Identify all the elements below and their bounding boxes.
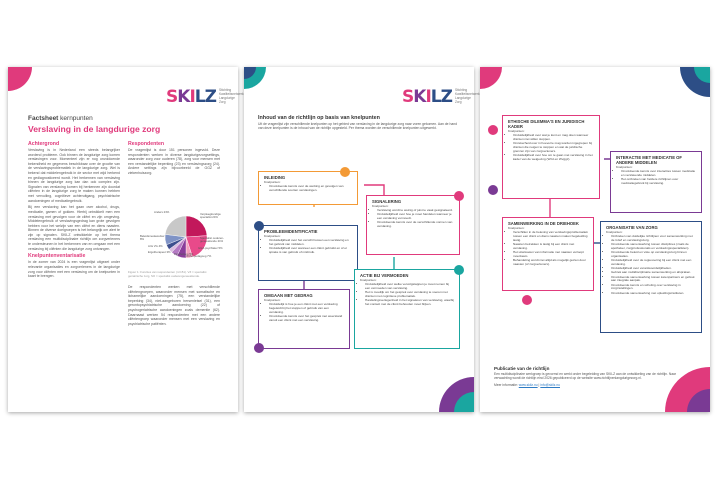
heading-respondents: Respondenten bbox=[128, 141, 165, 147]
box-knelpunten-label: Knelpunten: bbox=[372, 204, 389, 208]
right-column-bottom bbox=[128, 285, 220, 329]
respondents-paragraph: De vragenlijst is door 151 personen ingevuld. Deze respondenten werken in diverse langdurigezorgsettings, waaronder zorg voor ouderen (78), zorg voor mensen met een verstandelijke beperking (23) en verslavingszorg (24). Andere settings zijn bijvoorbeeld de GGZ of ziekenhuiszorg. bbox=[128, 148, 220, 175]
box-knelpunten-label: Knelpunten: bbox=[264, 298, 281, 302]
box-interactie-medicatie bbox=[610, 151, 702, 213]
box-item: • Onvoldoende samenwerking tussen disciplines (zoals de apotheker, zorgprofessionals en verslavingsspecialisten). bbox=[611, 243, 696, 251]
scales-icon bbox=[488, 125, 498, 135]
box-knelpunten-label: Knelpunten: bbox=[606, 230, 623, 234]
box-title: INLEIDING bbox=[264, 175, 286, 180]
logo-subtitle: Stichting Kwaliteitsnetwerk Langdurige Zorg bbox=[218, 88, 244, 104]
pie-label-7: Beleidsmedewerker 8% bbox=[140, 234, 165, 242]
box-knelpunten-label: Knelpunten: bbox=[616, 165, 633, 169]
pie-label-3: Ortho-pedagoog 7% bbox=[186, 254, 212, 258]
box-item: • Handelingsverlegenheid in het signaleren van verslaving, waarbij het contact met de cliënt behouden moet blijven. bbox=[365, 299, 454, 307]
lightbulb-icon bbox=[340, 167, 350, 177]
box-title: INTERACTIE MET MEDICATIE OF ANDERE MIDDELEN bbox=[616, 155, 682, 165]
box-omgaan-met-gedrag bbox=[258, 289, 350, 349]
box-item: • Behandeling wordt niet altijd als mogelijk gezien door naasten (of zorgverleners). bbox=[513, 259, 588, 267]
publication-title: Publicatie van de richtlijn bbox=[494, 366, 550, 371]
pie-label-1: Specialist ouderen-geneeskunde 21% bbox=[200, 236, 224, 244]
content-intro: Uit de vragenlijst zijn verschillende knelpunten op het gebied van verslaving in de langdurige zorg naar voren gekomen. Aan de hand van deze knelpunten is de inhoud van de richtlijn opgesteld. Per thema worden de verschillende knelpunten uitgewerkt. bbox=[258, 122, 458, 131]
logo-mark: SKILZ bbox=[166, 87, 216, 107]
figure-caption: Figuur 1: Functies van respondenten (n=151). VZ = specialist geriatrische zorg, SO = specialist ouderengeneeskunde. bbox=[128, 270, 207, 278]
box-item: • Onvoldoende beleid en visie op verslavingszorg binnen organisaties. bbox=[611, 251, 696, 259]
left-column bbox=[28, 139, 120, 281]
box-item: • Onvoldoende kennis en scholing over verslaving in zorginstellingen. bbox=[611, 284, 696, 292]
heading-inventory: Knelpuntenventarisatie bbox=[28, 253, 86, 260]
action-icon bbox=[454, 265, 464, 275]
box-knelpunten-label: Knelpunten: bbox=[508, 226, 525, 230]
box-item: • Onvoldoende samenwerking tussen ketenpartners en gebrek aan integrale aanpak. bbox=[611, 276, 696, 284]
background-paragraph-2: Bij een verslaving kan het gaan over alcohol, drugs, medicatie, gamen of gokken. Hierbij ontwikkelt men een verslaving met gevolgen voor de cliënt en zijn omgeving. Middelengebruik of verslavingsgedrag kan grote gevolgen hebben voor het welzijn van een cliënt en diens naasten. Binnen de diverse doelgroepen is het belangrijk om alert te zijn op signalen. SKILZ ontwikkelde op het thema verslaving een multidisciplinaire richtlijn om zorgverleners te ondersteunen in het herkennen van en omgaan met een verslaving bij cliënten die langdurige zorg ontvangen. bbox=[28, 205, 120, 251]
website-link[interactable]: www.skilz.nu bbox=[518, 383, 538, 388]
box-item: • Gebrek aan multidisciplinaire samenwerking en afspraken. bbox=[611, 271, 696, 275]
box-item: • Onduidelijk is hoe je een cliënt met een verslaving begeleidt bij het stoppen of gebruik van een verslaving. bbox=[269, 303, 344, 314]
box-title: PROBLEEMIDENTIFICATIE bbox=[264, 229, 318, 234]
pie-slice-8 bbox=[165, 216, 186, 237]
box-item: • Onduidelijkheid over welke vervolgstappen je moet nemen bij een vermoeden van verslaving. bbox=[365, 283, 454, 291]
pie-label-4: Psycholoog 5% bbox=[174, 252, 194, 256]
box-item: • Het uitwisselen van informatie met naasten verloopt moeizaam. bbox=[513, 251, 588, 259]
box-item: • Onvoldoende kennis over de verschillende vormen van verslaving. bbox=[377, 221, 454, 229]
box-ethische-dilemmas bbox=[502, 115, 600, 199]
email-link[interactable]: info@skilz.nu bbox=[540, 383, 560, 388]
box-item: • Onzekerheid over in hoeverre mag worden ingegrepen bij cliënten die neigen te stoppen en wat de juridische grenzen zijn van zorgverleners. bbox=[513, 142, 594, 153]
box-item: • Onduidelijkheid over hoe je moet handelen wanneer je een verslaving vermoedt. bbox=[377, 213, 454, 221]
link-separator: | bbox=[537, 383, 541, 388]
triangle-network-icon bbox=[522, 295, 532, 305]
logo-subtitle: Stichting Kwaliteitsnetwerk Langdurige Zorg bbox=[454, 88, 480, 104]
magnifier-icon bbox=[454, 191, 464, 201]
box-title: SIGNALERING bbox=[372, 199, 402, 204]
pie-label-6: Arts VG 4% bbox=[148, 244, 163, 248]
page-1 bbox=[8, 67, 244, 412]
box-signalering bbox=[366, 195, 460, 255]
puzzle-icon bbox=[254, 221, 264, 231]
box-item: • Onvoldoende samenwerking met opleidingsinstituten. bbox=[611, 292, 696, 296]
people-icon bbox=[254, 343, 264, 353]
page-title: Verslaving in de langdurige zorg bbox=[28, 124, 161, 134]
box-item: • Onduidelijkheid over het verschil tussen een verslaving en het gebruik van middelen. bbox=[269, 239, 352, 247]
box-item: • Onduidelijkheid over de regievoering bij een cliënt met een verslaving. bbox=[611, 259, 696, 267]
box-title: SAMENWERKING IN DE DRIEHOEK bbox=[508, 221, 579, 226]
pie-label-0: Verpleegkundige specialist 24% bbox=[200, 212, 221, 220]
background-paragraph-1: Verslaving is in Nederland een steeds belangrijker wordend probleem. Ook binnen de langdurige zorg komen verslavingen voor. Momenteel zijn er nog onvoldoende bekendheid en gegevens beschikbaar over de grootte van de verslavingsproblematiek in de langdurige zorg. Wel is bekend dat middelengebruik in de sector met wijd herkend en gediagnosticeerd wordt. Het herkennen van verslaving binnen de langdurige zorg kan dan ook complex zijn. Signalen van verslaving komen bij herkennen zijn doordat cliënten in de langdurige zorg te maken kunnen hebben met vervuiling, cognitieve achteruitgang, psychiatrische aandoeningen of medicatiegebruik. bbox=[28, 148, 120, 203]
pie-label-2: GGZ-psychiater 5% bbox=[198, 246, 223, 250]
box-item: • Ontbreken van duidelijke richtlijnen voor samenwerking met de GGZ en verslavingszorg. bbox=[611, 235, 696, 243]
page-2 bbox=[244, 67, 480, 412]
page-3 bbox=[480, 67, 710, 412]
pie-label-5: Ergotherapeut 3% bbox=[148, 250, 171, 254]
box-knelpunten-label: Knelpunten: bbox=[360, 278, 377, 282]
box-item: • Verschillen in de beleving van verslavingsproblematiek tussen een cliënt en diens naasten maken begeleiding lastig. bbox=[513, 231, 588, 242]
box-title: ACTIE BIJ VERMOEDEN bbox=[360, 273, 409, 278]
more-info-label: Meer informatie: bbox=[494, 383, 518, 388]
logo-mark: SKILZ bbox=[402, 87, 452, 107]
box-item: • Onvoldoende kennis over het gesprek met weerstand vanuit een cliënt met een verslaving. bbox=[269, 315, 344, 323]
box-item: • Naasten betrekken is lastig bij een cliënt met verslaving. bbox=[513, 243, 588, 251]
kicker: Factsheet kernpunten bbox=[28, 115, 93, 122]
skilz-logo bbox=[166, 87, 243, 107]
box-item: • Onduidelijkheid over hoe om te gaan met verslaving in het kader van de wetgeving (Wzd en Wvggz). bbox=[513, 154, 594, 162]
box-item: • Onvoldoende kennis over interacties tussen medicatie en verslavende middelen. bbox=[621, 170, 696, 178]
box-item: • Onduidelijkheid over verantwoordelijkheden. bbox=[611, 267, 696, 271]
box-title: ETHISCHE DILEMMA'S EN JURIDISCH KADER bbox=[508, 119, 585, 129]
box-title: ORGANISATIE VAN ZORG bbox=[606, 225, 658, 230]
right-column-top bbox=[128, 139, 220, 178]
heading-background: Achtergrond bbox=[28, 141, 60, 147]
more-info bbox=[494, 383, 694, 387]
pills-icon bbox=[488, 185, 498, 195]
inventory-paragraph: In de zomer van 2024 is een vragenlijst uitgezet onder relevante organisaties en zorgverleners in de langdurige zorg voor cliënten met een verslaving om de knelpunten in kaart te brengen. bbox=[28, 260, 120, 279]
box-item: • Verslaving wordt te weinig of juist te vaak gesignaleerd. bbox=[377, 209, 454, 213]
skilz-logo bbox=[402, 87, 479, 107]
box-actie-bij-vermoeden bbox=[354, 269, 460, 349]
box-item: • Onduidelijkheid over wanneer een cliënt gebruikt en of er sprake is van gebruik of misbruik. bbox=[269, 247, 352, 255]
pie-label-8: Anders 23% bbox=[154, 210, 170, 214]
box-title: OMGAAN MET GEDRAG bbox=[264, 293, 313, 298]
respondents-paragraph-2: De respondenten werken met verschillende cliëntengroepen, waaronder mensen met somatische en lichamelijke aandoeningen (75), een verstandelijke beperking (34), niet-aangeboren hersenletsel (31), een gerontopsychiatrische aandoening (22) of psychogeriatrische aandoeningen zoals dementie (62). Daarnaast werken 54 respondenten met een andere cliëntengroep waaronder mensen met een verslaving en psychiatrische patiënten. bbox=[128, 285, 220, 326]
content-title: Inhoud van de richtlijn op basis van knelpunten bbox=[258, 115, 380, 121]
box-item: • Onduidelijkheid over wat je kunt en mag doen wanneer cliënten niet willen stoppen. bbox=[513, 134, 594, 142]
box-probleemidentificatie bbox=[258, 225, 358, 281]
box-samenwerking-driehoek bbox=[502, 217, 594, 291]
box-knelpunten-label: Knelpunten: bbox=[508, 129, 525, 133]
box-item: • Het ontbreken van heldere richtlijnen over medicatiegebruik bij verslaving. bbox=[621, 178, 696, 186]
box-knelpunten-label: Knelpunten: bbox=[264, 234, 281, 238]
box-item: • Het is moeilijk om het gesprek over verslaving te voeren met cliënten met cognitieve problematiek. bbox=[365, 291, 454, 299]
publication-text: Een multidisciplinaire werkgroep is gevormd en werkt onder begeleiding van SKILZ aan de ontwikkeling van de richtlijn. Naar verwachting wordt de richtlijn eind 2026 gepubliceerd op de website www.richtlijnenlangdurigezorg.nl. bbox=[494, 372, 676, 381]
box-organisatie-van-zorg bbox=[600, 221, 702, 333]
publication-section bbox=[494, 367, 694, 387]
box-item: • Onvoldoende kennis over de werking en gevolgen van verschillende soorten verslavingen. bbox=[269, 185, 352, 193]
box-knelpunten-label: Knelpunten: bbox=[264, 180, 281, 184]
